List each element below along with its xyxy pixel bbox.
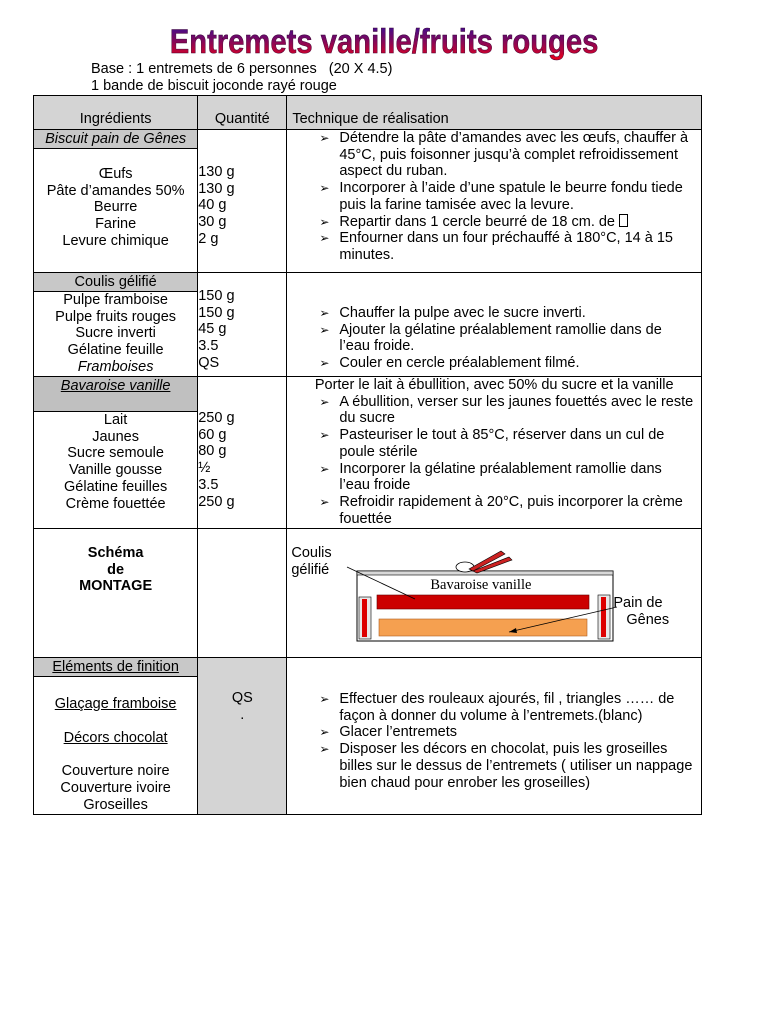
ingredient: Jaunes — [92, 428, 139, 445]
ingredient: Farine — [95, 216, 137, 233]
ingredient: Pâte d’amandes 50% — [46, 182, 185, 199]
header-ingredients: Ingrédients — [34, 96, 198, 130]
coulis-quantities-cell — [198, 273, 287, 377]
ingredient: Pulpe fruits rouges — [55, 308, 177, 325]
decor-ring-icon — [456, 562, 474, 572]
ring-top — [357, 571, 613, 575]
section-finition — [34, 658, 702, 815]
biscuit-title: Biscuit pain de Gênes — [34, 130, 197, 149]
bavaroise-title: Bavaroise vanille — [34, 377, 197, 412]
ingredient: Sucre semoule — [67, 445, 164, 462]
section-bavaroise — [34, 377, 702, 529]
arrow-bullet-icon: ➢ — [319, 725, 330, 740]
section-schema — [34, 529, 702, 658]
assembly-diagram — [287, 529, 701, 657]
quantity: 150 g — [198, 288, 235, 304]
ingredient: Pulpe framboise — [63, 292, 168, 308]
base-line-1: Base : 1 entremets de 6 personnes (20 X 4.5) — [91, 61, 393, 77]
step: ➢ Disposer les décors en chocolat, puis les groseilles billes sur le dessus de l’entremets ( utiliser un nappage bien chaud pour enrober les groseilles) — [319, 741, 693, 791]
quantity: 250 g — [198, 493, 235, 510]
arrow-bullet-icon: ➢ — [319, 394, 330, 409]
quantity: 80 g — [198, 443, 227, 460]
section-coulis — [34, 273, 702, 377]
quantity: QS — [198, 354, 220, 371]
glacage-label: Glaçage framboise — [54, 696, 177, 712]
step: ➢ Détendre la pâte d’amandes avec les œufs, chauffer à 45°C, puis foisonner jusqu’à complet refroidissement aspect du ruban. — [319, 130, 689, 180]
coulis-steps-cell — [287, 273, 702, 377]
step: ➢ A ébullition, verser sur les jaunes fouettés avec le reste du sucre — [319, 393, 694, 427]
step: ➢ Chauffer la pulpe avec le sucre inverti. — [319, 305, 586, 321]
section-biscuit — [34, 130, 702, 273]
header-quantity: Quantité — [198, 96, 287, 130]
step: ➢ Couler en cercle préalablement filmé. — [319, 355, 580, 372]
finition-item: Couverture ivoire — [60, 780, 171, 797]
biscuit-ingredients-cell — [34, 130, 198, 273]
ingredient: Gélatine feuilles — [64, 478, 168, 495]
title-graphic — [169, 20, 599, 64]
finition-qty-cell — [198, 658, 287, 815]
recipe-table — [33, 95, 702, 815]
ingredient: Sucre inverti — [75, 325, 156, 342]
finition-title: Eléments de finition — [34, 658, 197, 677]
step: ➢ Glacer l’entremets — [319, 724, 458, 741]
title-text: Entremets vanille/fruits rouges — [169, 21, 599, 61]
quantity: 40 g — [198, 197, 227, 214]
finition-qty-dot: . — [240, 706, 245, 723]
step: ➢ Refroidir rapidement à 20°C, puis incorporer la crème fouettée — [319, 493, 683, 527]
biscuit-quantities-cell — [198, 130, 287, 273]
quantity: 3.5 — [198, 338, 219, 355]
arrow-bullet-icon: ➢ — [319, 461, 330, 476]
arrow-bullet-icon: ➢ — [319, 692, 330, 706]
schema-label-3: MONTAGE — [79, 578, 153, 594]
bavaroise-intro: Porter le lait à ébullition, avec 50% du sucre et la vanille — [314, 377, 674, 393]
joconde-band-right — [601, 597, 606, 637]
pain-label: Pain de Gênes — [613, 595, 670, 628]
arrow-bullet-icon: ➢ — [319, 181, 330, 196]
arrow-bullet-icon: ➢ — [319, 494, 330, 509]
arrow-bullet-icon: ➢ — [319, 742, 330, 757]
schema-label-1: Schéma — [87, 545, 144, 561]
bavaroise-ingredients-cell — [34, 377, 198, 529]
step: ➢ Repartir dans 1 cercle beurré de 18 cm. de — [293, 214, 695, 231]
ingredient: Framboises — [77, 358, 154, 375]
finition-item: Couverture noire — [61, 763, 170, 780]
arrow-bullet-icon: ➢ — [319, 214, 330, 229]
step: ➢ Pasteuriser le tout à 85°C, réserver dans un cul de poule stérile — [319, 427, 665, 460]
arrow-bullet-icon: ➢ — [319, 356, 330, 371]
arrow-bullet-icon: ➢ — [319, 306, 330, 320]
coulis-layer — [377, 595, 589, 609]
quantity: 30 g — [198, 214, 227, 231]
base-line-2: 1 bande de biscuit joconde rayé rouge — [91, 78, 337, 94]
joconde-band-left — [362, 599, 367, 637]
step: ➢ Incorporer la gélatine préalablement ramollie dans l’eau froide — [319, 460, 662, 494]
header-technique: Technique de réalisation — [287, 96, 702, 130]
arrow-bullet-icon: ➢ — [319, 322, 330, 337]
bavaroise-steps-cell — [287, 377, 702, 529]
coulis-label: Coulis gélifié — [291, 545, 332, 578]
ingredient: Gélatine feuille — [67, 342, 164, 359]
table-header-row — [34, 96, 702, 130]
ingredient: Œufs — [98, 166, 133, 182]
schema-label-2: de — [107, 561, 125, 578]
arrow-bullet-icon: ➢ — [319, 231, 330, 246]
quantity: 130 g — [198, 164, 235, 180]
quantity: ½ — [198, 460, 211, 477]
quantity: 45 g — [198, 321, 227, 338]
schema-label-cell — [34, 529, 198, 658]
diameter-symbol-icon — [619, 214, 628, 227]
ingredient: Crème fouettée — [65, 495, 166, 512]
step: ➢ Effectuer des rouleaux ajourés, fil , triangles …… de façon à donner du volume à l’entremets.(blanc) — [319, 691, 675, 724]
quantity: 2 g — [198, 230, 219, 247]
arrow-bullet-icon: ➢ — [319, 428, 330, 443]
schema-diagram-cell — [287, 529, 702, 658]
quantity: 3.5 — [198, 476, 219, 493]
arrow-bullet-icon: ➢ — [319, 131, 330, 145]
ingredient: Vanille gousse — [68, 462, 163, 479]
ingredient: Levure chimique — [62, 232, 169, 249]
ingredient: Beurre — [93, 199, 138, 216]
coulis-ingredients-cell — [34, 273, 198, 377]
finition-qty: QS — [231, 690, 253, 706]
biscuit-steps-cell — [287, 130, 702, 273]
step: ➢ Ajouter la gélatine préalablement ramollie dans de l’eau froide. — [319, 321, 662, 355]
step: ➢ Enfourner dans un four préchauffé à 180°C, 14 à 15 minutes. — [319, 230, 673, 263]
quantity: 130 g — [198, 180, 235, 197]
quantity: 250 g — [198, 410, 235, 426]
decors-label: Décors chocolat — [63, 729, 168, 746]
bavaroise-quantities-cell — [198, 377, 287, 529]
finition-item: Groseilles — [83, 796, 148, 813]
base-info — [91, 61, 392, 95]
coulis-title: Coulis gélifié — [34, 273, 197, 292]
finition-items-cell — [34, 658, 198, 815]
ingredient: Lait — [103, 412, 128, 428]
step: ➢ Incorporer à l’aide d’une spatule le beurre fondu tiede puis la farine tamisée avec la levure. — [319, 180, 683, 213]
quantity: 60 g — [198, 426, 227, 443]
schema-empty-cell — [198, 529, 287, 658]
quantity: 150 g — [198, 304, 235, 321]
finition-steps-cell — [287, 658, 702, 815]
bavaroise-label: Bavaroise vanille — [430, 577, 532, 593]
